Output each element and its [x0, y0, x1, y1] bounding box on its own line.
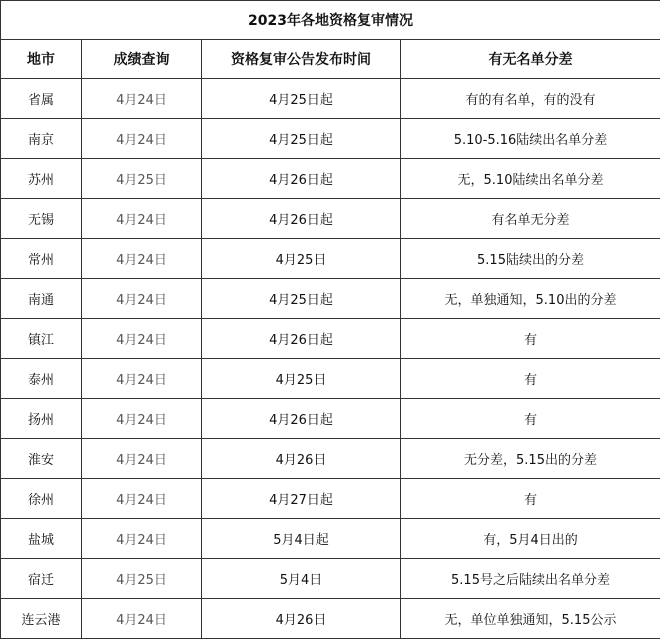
cell-review-time: 4月25日起 — [202, 79, 401, 119]
table-row — [1, 519, 660, 559]
title-row — [1, 1, 660, 40]
cell-city: 扬州 — [1, 399, 82, 439]
cell-city: 镇江 — [1, 319, 82, 359]
table-row — [1, 559, 660, 599]
cell-score-query: 4月25日 — [82, 159, 202, 199]
cell-list-gap: 有名单无分差 — [401, 199, 660, 239]
cell-list-gap: 有，5月4日出的 — [401, 519, 660, 559]
cell-review-time: 4月26日起 — [202, 399, 401, 439]
cell-review-time: 5月4日起 — [202, 519, 401, 559]
cell-city: 苏州 — [1, 159, 82, 199]
cell-city: 盐城 — [1, 519, 82, 559]
table-body — [1, 1, 660, 639]
cell-score-query: 4月24日 — [82, 239, 202, 279]
header-score-query: 成绩查询 — [82, 40, 202, 79]
table-row — [1, 279, 660, 319]
cell-city: 省属 — [1, 79, 82, 119]
cell-city: 南京 — [1, 119, 82, 159]
table-row — [1, 199, 660, 239]
cell-list-gap: 有 — [401, 359, 660, 399]
cell-list-gap: 5.15陆续出的分差 — [401, 239, 660, 279]
cell-list-gap: 无，5.10陆续出名单分差 — [401, 159, 660, 199]
cell-review-time: 4月26日 — [202, 439, 401, 479]
cell-score-query: 4月24日 — [82, 399, 202, 439]
cell-score-query: 4月24日 — [82, 359, 202, 399]
cell-city: 徐州 — [1, 479, 82, 519]
cell-review-time: 4月26日起 — [202, 159, 401, 199]
cell-city: 无锡 — [1, 199, 82, 239]
table-row — [1, 479, 660, 519]
table-row — [1, 399, 660, 439]
cell-review-time: 4月26日起 — [202, 319, 401, 359]
table-row — [1, 119, 660, 159]
cell-review-time: 4月26日起 — [202, 199, 401, 239]
cell-score-query: 4月24日 — [82, 79, 202, 119]
cell-list-gap: 无，单独通知，5.10出的分差 — [401, 279, 660, 319]
cell-score-query: 4月24日 — [82, 599, 202, 639]
cell-score-query: 4月24日 — [82, 279, 202, 319]
cell-list-gap: 无，单位单独通知，5.15公示 — [401, 599, 660, 639]
header-list-gap: 有无名单分差 — [401, 40, 660, 79]
cell-review-time: 4月26日 — [202, 599, 401, 639]
table-row — [1, 599, 660, 639]
cell-list-gap: 5.10-5.16陆续出名单分差 — [401, 119, 660, 159]
table-row — [1, 159, 660, 199]
cell-review-time: 4月25日起 — [202, 119, 401, 159]
cell-list-gap: 无分差，5.15出的分差 — [401, 439, 660, 479]
cell-score-query: 4月24日 — [82, 439, 202, 479]
cell-score-query: 4月24日 — [82, 519, 202, 559]
cell-city: 泰州 — [1, 359, 82, 399]
cell-review-time: 4月27日起 — [202, 479, 401, 519]
header-city: 地市 — [1, 40, 82, 79]
cell-score-query: 4月24日 — [82, 319, 202, 359]
cell-score-query: 4月24日 — [82, 199, 202, 239]
header-review-time: 资格复审公告发布时间 — [202, 40, 401, 79]
table-title: 2023年各地资格复审情况 — [1, 1, 660, 40]
table-row — [1, 239, 660, 279]
cell-city: 宿迁 — [1, 559, 82, 599]
cell-review-time: 4月25日 — [202, 239, 401, 279]
cell-score-query: 4月24日 — [82, 119, 202, 159]
cell-city: 淮安 — [1, 439, 82, 479]
cell-list-gap: 有的有名单，有的没有 — [401, 79, 660, 119]
cell-score-query: 4月25日 — [82, 559, 202, 599]
cell-list-gap: 有 — [401, 399, 660, 439]
cell-list-gap: 有 — [401, 479, 660, 519]
table-row — [1, 359, 660, 399]
cell-list-gap: 有 — [401, 319, 660, 359]
cell-score-query: 4月24日 — [82, 479, 202, 519]
cell-review-time: 4月25日 — [202, 359, 401, 399]
cell-review-time: 5月4日 — [202, 559, 401, 599]
table-row — [1, 319, 660, 359]
table-row — [1, 79, 660, 119]
cell-review-time: 4月25日起 — [202, 279, 401, 319]
header-row — [1, 40, 660, 79]
cell-city: 南通 — [1, 279, 82, 319]
cell-city: 常州 — [1, 239, 82, 279]
cell-list-gap: 5.15号之后陆续出名单分差 — [401, 559, 660, 599]
cell-city: 连云港 — [1, 599, 82, 639]
table-row — [1, 439, 660, 479]
